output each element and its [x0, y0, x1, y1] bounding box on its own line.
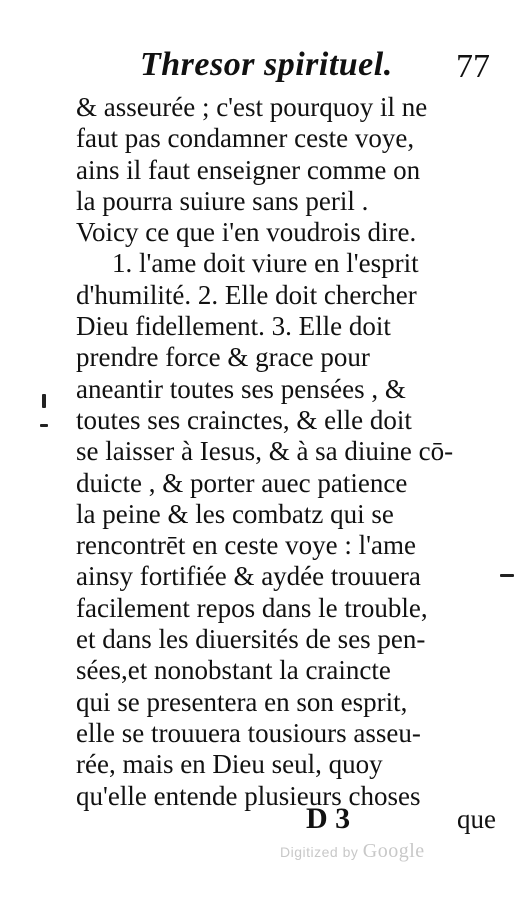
text-line: elle se trouuera tousiours asseu- — [76, 717, 421, 748]
signature-mark: D 3 — [306, 802, 351, 835]
body-text — [76, 92, 496, 812]
text-line: rée, mais en Dieu seul, quoy — [76, 749, 383, 780]
text-line: aneantir toutes ses pensées , & — [76, 373, 406, 404]
text-line: toutes ses crainctes, & elle doit — [76, 404, 412, 435]
page-footer — [300, 802, 500, 842]
text-line: se laisser à Iesus, & à sa diuine cō- — [76, 436, 454, 467]
text-line: d'humilité. 2. Elle doit chercher — [76, 279, 417, 310]
watermark-prefix: Digitized by — [280, 844, 359, 860]
text-line: & asseurée ; c'est pourquoy il ne — [76, 92, 428, 122]
text-line: qu'elle entende plusieurs choses — [76, 780, 421, 811]
text-line: faut pas condamner ceste voye, — [76, 123, 415, 154]
ink-speck — [500, 574, 514, 577]
text-line: Dieu fidellement. 3. Elle doit — [76, 311, 391, 342]
text-line: facilement repos dans le trouble, — [76, 592, 428, 623]
text-line: et dans les diuersités de ses pen- — [76, 624, 426, 655]
page-number: 77 — [456, 48, 490, 85]
text-line: la peine & les combatz qui se — [76, 498, 394, 529]
text-line: la pourra suiure sans peril . — [76, 185, 369, 216]
text-line: qui se presentera en son esprit, — [76, 686, 408, 717]
text-line: duicte , & porter auec patience — [76, 467, 408, 498]
running-title: Thresor spirituel. — [140, 46, 393, 83]
text-line: Voicy ce que i'en voudrois dire. — [76, 217, 417, 248]
text-line: ains il faut enseigner comme on — [76, 154, 421, 185]
watermark-brand: Google — [362, 840, 425, 862]
text-line: 1. l'ame doit viure en l'esprit — [112, 248, 419, 279]
page-header — [140, 46, 500, 86]
text-line: sées,et nonobstant la craincte — [76, 655, 391, 686]
text-line: prendre force & grace pour — [76, 342, 370, 373]
digitization-watermark — [280, 840, 425, 863]
ink-speck — [42, 394, 46, 408]
catchword: que — [457, 804, 496, 834]
text-line: ainsy fortifiée & aydée trouuera — [76, 561, 421, 592]
ink-speck — [40, 424, 48, 427]
text-line: rencontrēt en ceste voye : l'ame — [76, 530, 416, 561]
